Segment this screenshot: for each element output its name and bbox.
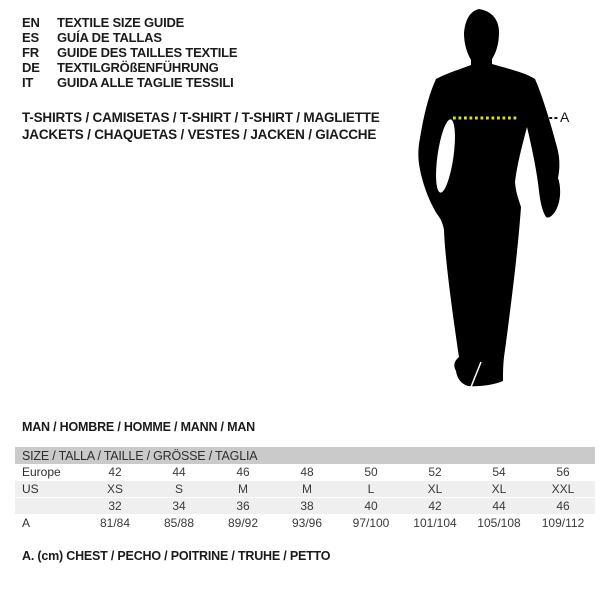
language-label: GUIDA ALLE TAGLIE TESSILI <box>57 75 234 90</box>
size-cell: 101/104 <box>403 515 467 532</box>
language-row-es <box>22 30 237 45</box>
row-label: US <box>15 481 83 498</box>
size-cell: XL <box>467 481 531 498</box>
size-cell: XXL <box>531 481 595 498</box>
size-cell: 44 <box>147 464 211 481</box>
language-label: GUIDE DES TAILLES TEXTILE <box>57 45 238 60</box>
size-cell: 32 <box>83 498 147 515</box>
size-table-header-row <box>15 447 595 464</box>
language-row-it <box>22 75 237 90</box>
language-label: TEXTILGRÖßENFÜHRUNG <box>57 60 219 75</box>
size-cell: 42 <box>403 498 467 515</box>
size-cell: M <box>211 481 275 498</box>
measurement-footnote: A. (cm) CHEST / PECHO / POITRINE / TRUHE / PETTO <box>22 549 331 563</box>
measure-label-a: A <box>560 109 570 125</box>
language-row-de <box>22 60 237 75</box>
man-silhouette <box>405 5 575 395</box>
table-row-us <box>15 481 595 498</box>
table-row-numeric <box>15 498 595 515</box>
size-table <box>15 447 595 532</box>
language-code: ES <box>22 30 39 45</box>
language-label: TEXTILE SIZE GUIDE <box>57 15 185 30</box>
language-row-en <box>22 15 237 30</box>
size-cell: 93/96 <box>275 515 339 532</box>
size-cell: 81/84 <box>83 515 147 532</box>
size-cell: 97/100 <box>339 515 403 532</box>
category-line-tshirts: T-SHIRTS / CAMISETAS / T-SHIRT / T-SHIRT / MAGLIETTE <box>22 110 380 125</box>
size-cell: 105/108 <box>467 515 531 532</box>
language-list <box>22 15 237 90</box>
size-cell: 54 <box>467 464 531 481</box>
size-cell: 85/88 <box>147 515 211 532</box>
size-cell: 36 <box>211 498 275 515</box>
man-silhouette-body <box>418 9 560 386</box>
size-cell: M <box>275 481 339 498</box>
language-code: DE <box>22 60 40 75</box>
size-cell: 56 <box>531 464 595 481</box>
language-code: IT <box>22 75 34 90</box>
size-cell: 50 <box>339 464 403 481</box>
section-title-man: MAN / HOMBRE / HOMME / MANN / MAN <box>22 420 255 434</box>
size-cell: 89/92 <box>211 515 275 532</box>
size-cell: L <box>339 481 403 498</box>
table-row-europe <box>15 464 595 481</box>
size-cell: 34 <box>147 498 211 515</box>
size-cell: 46 <box>531 498 595 515</box>
row-label <box>15 498 83 515</box>
size-cell: 40 <box>339 498 403 515</box>
size-cell: 52 <box>403 464 467 481</box>
size-cell: 109/112 <box>531 515 595 532</box>
language-label: GUÍA DE TALLAS <box>57 30 162 45</box>
table-row-chest-a <box>15 515 595 532</box>
language-row-fr <box>22 45 237 60</box>
size-cell: 48 <box>275 464 339 481</box>
size-cell: 38 <box>275 498 339 515</box>
size-cell: XS <box>83 481 147 498</box>
measurement-figure <box>405 5 575 395</box>
size-cell: 42 <box>83 464 147 481</box>
language-code: EN <box>22 15 40 30</box>
language-code: FR <box>22 45 39 60</box>
size-table-header: SIZE / TALLA / TAILLE / GRÖSSE / TAGLIA <box>15 447 595 464</box>
size-cell: XL <box>403 481 467 498</box>
row-label: Europe <box>15 464 83 481</box>
size-cell: S <box>147 481 211 498</box>
size-cell: 44 <box>467 498 531 515</box>
garment-categories <box>22 109 380 143</box>
size-cell: 46 <box>211 464 275 481</box>
category-line-jackets: JACKETS / CHAQUETAS / VESTES / JACKEN / GIACCHE <box>22 127 377 142</box>
row-label: A <box>15 515 83 532</box>
